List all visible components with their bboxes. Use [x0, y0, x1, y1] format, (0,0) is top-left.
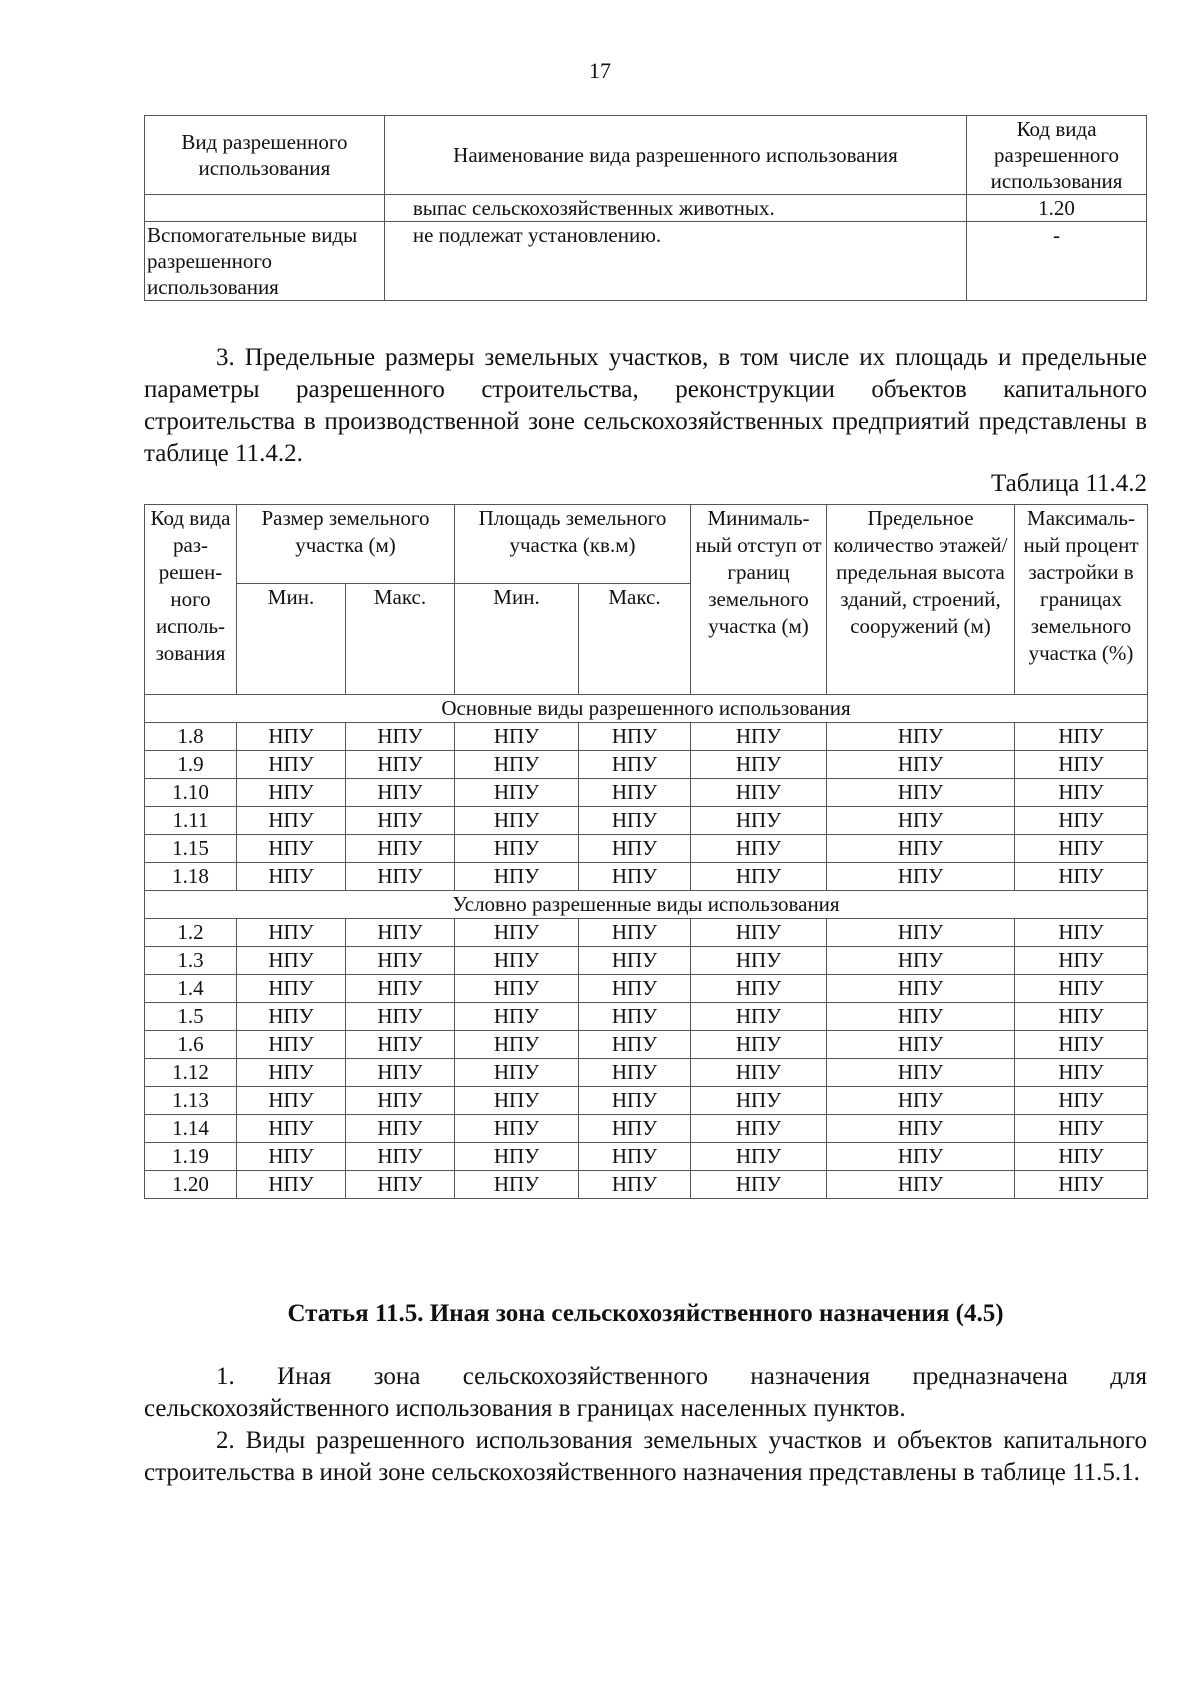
row-value: НПУ [827, 1171, 1015, 1199]
row-value: НПУ [455, 919, 579, 947]
table-header-row [145, 505, 1148, 584]
row-name: не подлежат установлению. [384, 222, 966, 301]
row-value: НПУ [579, 751, 691, 779]
header-size-max: Макс. [346, 584, 455, 695]
table-row [145, 1003, 1148, 1031]
row-code: 1.13 [145, 1087, 237, 1115]
table-header-row [145, 116, 1147, 195]
row-value: НПУ [455, 1059, 579, 1087]
row-value: НПУ [691, 1115, 827, 1143]
table-caption: Таблица 11.4.2 [991, 470, 1147, 497]
row-value: НПУ [1015, 751, 1148, 779]
row-value: НПУ [827, 1003, 1015, 1031]
row-value: НПУ [827, 919, 1015, 947]
row-code: 1.6 [145, 1031, 237, 1059]
row-value: НПУ [691, 1143, 827, 1171]
row-value: НПУ [579, 1171, 691, 1199]
row-value: НПУ [346, 723, 455, 751]
row-value: НПУ [827, 779, 1015, 807]
row-value: НПУ [346, 835, 455, 863]
header-floors: Предельное количество этажей/ предельная высота зданий, строений, сооружений (м) [827, 505, 1015, 695]
row-value: НПУ [691, 919, 827, 947]
row-value: НПУ [827, 1031, 1015, 1059]
header-area-min: Мин. [455, 584, 579, 695]
table-row [145, 1087, 1148, 1115]
row-code: 1.12 [145, 1059, 237, 1087]
row-value: НПУ [579, 1115, 691, 1143]
row-value: НПУ [579, 1031, 691, 1059]
row-value: НПУ [579, 723, 691, 751]
row-value: НПУ [1015, 1115, 1148, 1143]
row-value: НПУ [579, 863, 691, 891]
row-value: НПУ [579, 1003, 691, 1031]
table-row [145, 807, 1148, 835]
header-area: Площадь земельного участка (кв.м) [455, 505, 691, 584]
row-code: 1.19 [145, 1143, 237, 1171]
row-value: НПУ [691, 1031, 827, 1059]
header-area-max: Макс. [579, 584, 691, 695]
row-value: НПУ [579, 919, 691, 947]
limits-table [144, 504, 1148, 1199]
table-row [145, 1143, 1148, 1171]
row-value: НПУ [237, 863, 346, 891]
row-value: НПУ [455, 1115, 579, 1143]
row-value: НПУ [237, 723, 346, 751]
row-value: НПУ [691, 947, 827, 975]
row-value: НПУ [237, 835, 346, 863]
header-code: Код вида разрешенного использования [967, 116, 1147, 195]
row-value: НПУ [827, 975, 1015, 1003]
row-value: НПУ [1015, 779, 1148, 807]
row-code: 1.11 [145, 807, 237, 835]
header-size-min: Мин. [237, 584, 346, 695]
row-value: НПУ [455, 1171, 579, 1199]
row-value: НПУ [346, 1059, 455, 1087]
row-value: НПУ [691, 835, 827, 863]
row-value: НПУ [1015, 1143, 1148, 1171]
row-value: НПУ [691, 751, 827, 779]
row-value: НПУ [455, 1087, 579, 1115]
table-row [145, 1059, 1148, 1087]
row-value: НПУ [691, 1059, 827, 1087]
header-size: Размер земельного участка (м) [237, 505, 455, 584]
row-value: НПУ [1015, 807, 1148, 835]
row-value: НПУ [579, 807, 691, 835]
row-value: НПУ [827, 1087, 1015, 1115]
row-code: 1.14 [145, 1115, 237, 1143]
table-row [145, 863, 1148, 891]
table-row [145, 919, 1148, 947]
row-value: НПУ [455, 779, 579, 807]
row-value: НПУ [1015, 919, 1148, 947]
row-value: НПУ [346, 919, 455, 947]
row-type [145, 195, 385, 222]
row-value: НПУ [1015, 1031, 1148, 1059]
row-value: НПУ [691, 863, 827, 891]
row-value: НПУ [346, 947, 455, 975]
header-setback: Минималь-ный отступ от границ земельного участка (м) [691, 505, 827, 695]
table-row [145, 947, 1148, 975]
row-value: НПУ [579, 947, 691, 975]
row-value: НПУ [579, 1059, 691, 1087]
row-value: НПУ [691, 723, 827, 751]
row-value: НПУ [237, 947, 346, 975]
row-value: НПУ [827, 947, 1015, 975]
row-value: НПУ [346, 1115, 455, 1143]
table-row [145, 723, 1148, 751]
row-value: НПУ [455, 723, 579, 751]
row-value: НПУ [455, 1003, 579, 1031]
row-value: НПУ [455, 751, 579, 779]
row-value: НПУ [237, 779, 346, 807]
row-value: НПУ [237, 1003, 346, 1031]
row-value: НПУ [1015, 835, 1148, 863]
row-code: 1.18 [145, 863, 237, 891]
row-code: 1.20 [967, 195, 1147, 222]
row-value: НПУ [237, 1115, 346, 1143]
header-code: Код вида раз-решен-ного исполь-зования [145, 505, 237, 695]
table-row [145, 751, 1148, 779]
row-value: НПУ [346, 1031, 455, 1059]
row-value: НПУ [237, 1031, 346, 1059]
row-value: НПУ [346, 1003, 455, 1031]
row-value: НПУ [1015, 1087, 1148, 1115]
section-title: Условно разрешенные виды использования [145, 891, 1148, 919]
row-value: НПУ [1015, 947, 1148, 975]
row-value: НПУ [579, 1087, 691, 1115]
row-value: НПУ [455, 1031, 579, 1059]
row-value: НПУ [827, 723, 1015, 751]
row-value: НПУ [691, 1003, 827, 1031]
table-row [145, 975, 1148, 1003]
row-code: 1.9 [145, 751, 237, 779]
section-row [145, 695, 1148, 723]
table-row [145, 1115, 1148, 1143]
row-value: НПУ [1015, 723, 1148, 751]
table-row [145, 1171, 1148, 1199]
row-value: НПУ [346, 751, 455, 779]
row-value: НПУ [579, 1143, 691, 1171]
row-value: НПУ [691, 779, 827, 807]
row-value: НПУ [691, 975, 827, 1003]
row-value: НПУ [346, 1087, 455, 1115]
paragraph-article-2: 2. Виды разрешенного использования земельных участков и объектов капитального строительства в иной зоне сельскохозяйственного назначения представлены в таблице 11.5.1. [144, 1427, 1147, 1486]
row-value: НПУ [691, 1171, 827, 1199]
row-value: НПУ [237, 751, 346, 779]
section-row [145, 891, 1148, 919]
row-type: Вспомогательные виды разрешенного использования [145, 222, 385, 301]
row-value: НПУ [237, 975, 346, 1003]
header-name: Наименование вида разрешенного использования [384, 116, 966, 195]
row-value: НПУ [346, 1143, 455, 1171]
row-value: НПУ [237, 807, 346, 835]
article-heading: Статья 11.5. Иная зона сельскохозяйственного назначения (4.5) [287, 1300, 1004, 1327]
row-code: 1.3 [145, 947, 237, 975]
row-value: НПУ [455, 863, 579, 891]
section-title: Основные виды разрешенного использования [145, 695, 1148, 723]
paragraph-3: 3. Предельные размеры земельных участков, в том числе их площадь и предельные параметры разрешенного строительства, реконструкции объектов капитального строительства в производственной зоне сельскохозяйственных предприятий представлены в таблице 11.4.2. [144, 344, 1147, 467]
row-value: НПУ [827, 835, 1015, 863]
row-code: 1.8 [145, 723, 237, 751]
row-value: НПУ [346, 807, 455, 835]
row-value: НПУ [237, 1087, 346, 1115]
table-row [145, 1031, 1148, 1059]
row-code: 1.4 [145, 975, 237, 1003]
row-code: 1.10 [145, 779, 237, 807]
header-type: Вид разрешенного использования [145, 116, 385, 195]
row-value: НПУ [1015, 975, 1148, 1003]
row-value: НПУ [346, 863, 455, 891]
row-code: 1.2 [145, 919, 237, 947]
row-value: НПУ [1015, 863, 1148, 891]
row-value: НПУ [827, 1059, 1015, 1087]
row-value: НПУ [691, 807, 827, 835]
row-value: НПУ [1015, 1171, 1148, 1199]
header-coverage: Максималь-ный процент застройки в границах земельного участка (%) [1015, 505, 1148, 695]
row-value: НПУ [346, 779, 455, 807]
row-value: НПУ [579, 779, 691, 807]
row-name: выпас сельскохозяйственных животных. [384, 195, 966, 222]
row-value: НПУ [827, 751, 1015, 779]
row-value: НПУ [827, 1115, 1015, 1143]
row-value: НПУ [346, 975, 455, 1003]
row-code: 1.20 [145, 1171, 237, 1199]
row-value: НПУ [579, 975, 691, 1003]
row-value: НПУ [1015, 1003, 1148, 1031]
row-value: НПУ [237, 919, 346, 947]
row-value: НПУ [346, 1171, 455, 1199]
row-value: НПУ [455, 835, 579, 863]
row-value: НПУ [827, 863, 1015, 891]
limits-table-body [145, 695, 1148, 1199]
land-use-types-table [144, 115, 1147, 301]
row-value: НПУ [455, 947, 579, 975]
row-value: НПУ [455, 807, 579, 835]
row-value: НПУ [1015, 1059, 1148, 1087]
row-value: НПУ [827, 1143, 1015, 1171]
row-value: НПУ [237, 1143, 346, 1171]
row-code: 1.5 [145, 1003, 237, 1031]
row-value: НПУ [691, 1087, 827, 1115]
paragraph-article-1: 1. Иная зона сельскохозяйственного назначения предназначена для сельскохозяйственного использования в границах населенных пунктов. [144, 1363, 1147, 1422]
table-row [145, 835, 1148, 863]
row-code: - [967, 222, 1147, 301]
row-value: НПУ [237, 1171, 346, 1199]
row-value: НПУ [237, 1059, 346, 1087]
table-row [145, 779, 1148, 807]
table-row [145, 222, 1147, 301]
row-value: НПУ [455, 1143, 579, 1171]
row-code: 1.15 [145, 835, 237, 863]
row-value: НПУ [827, 807, 1015, 835]
table-row [145, 195, 1147, 222]
row-value: НПУ [579, 835, 691, 863]
page-number: 17 [589, 58, 611, 83]
row-value: НПУ [455, 975, 579, 1003]
